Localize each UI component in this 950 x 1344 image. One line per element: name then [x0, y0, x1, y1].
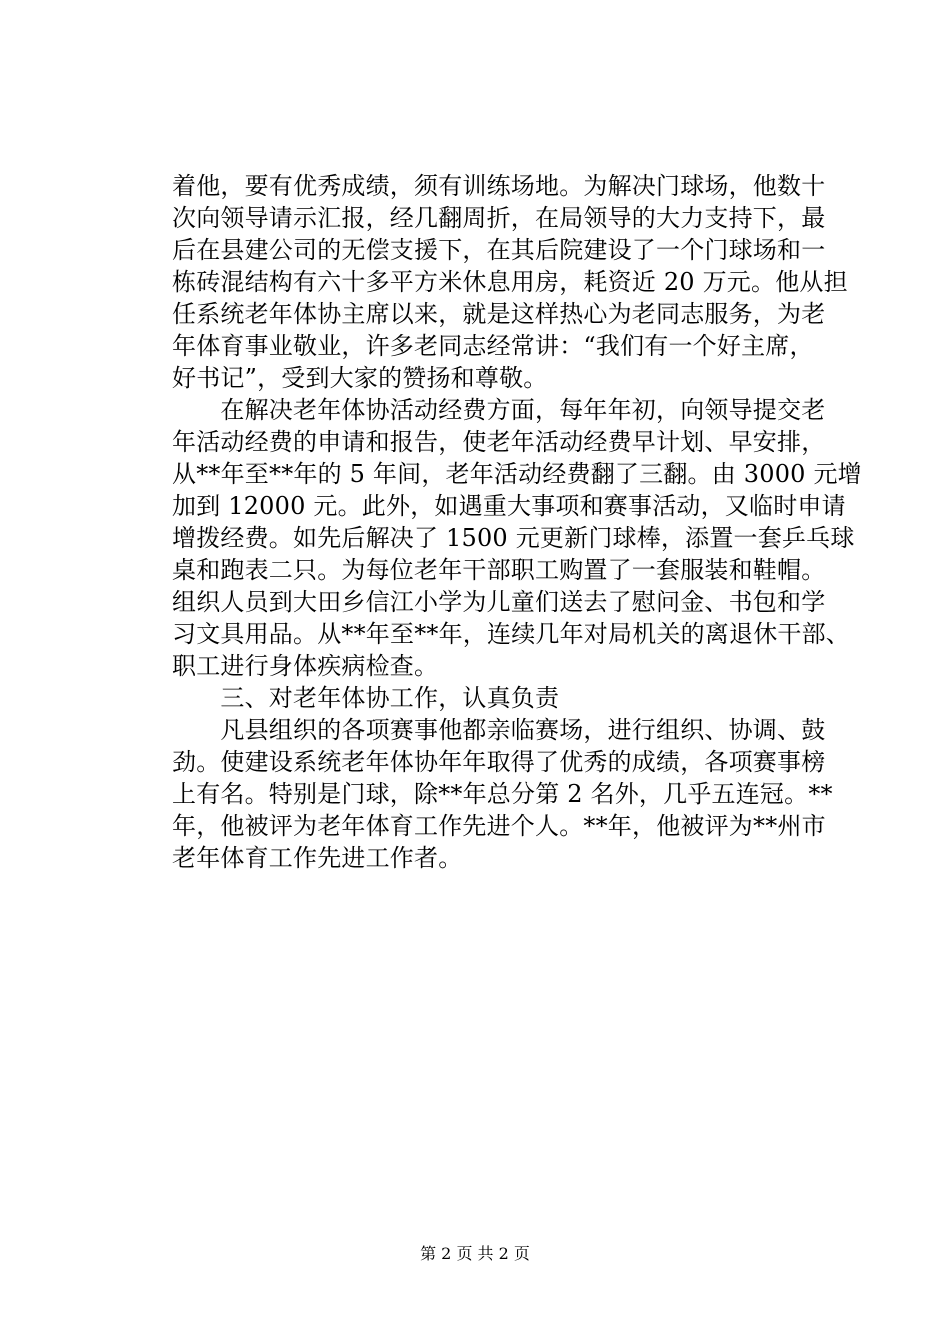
text-line: 增拨经费。如先后解决了 1500 元更新门球棒，添置一套乒乓球: [172, 524, 855, 552]
document-body: [172, 170, 862, 874]
text-line: 加到 12000 元。此外，如遇重大事项和赛事活动，又临时申请: [172, 492, 846, 520]
text-line: 老年体育工作先进工作者。: [172, 844, 463, 872]
text-line: 上有名。特别是门球，除**年总分第 2 名外，几乎五连冠。**: [172, 780, 833, 808]
text-line: 次向领导请示汇报，经几翻周折，在局领导的大力支持下，最: [172, 204, 826, 232]
text-line: 凡县组织的各项赛事他都亲临赛场，进行组织、协调、鼓: [172, 716, 826, 744]
text-line: 好书记”，受到大家的赞扬和尊敬。: [172, 364, 548, 392]
text-line: 栋砖混结构有六十多平方米休息用房，耗资近 20 万元。他从担: [172, 268, 848, 296]
text-line: 习文具用品。从**年至**年，连续几年对局机关的离退休干部、: [172, 620, 850, 648]
text-line: 年活动经费的申请和报告，使老年活动经费早计划、早安排，: [172, 428, 826, 456]
text-line: 后在县建公司的无偿支援下，在其后院建设了一个门球场和一: [172, 236, 826, 264]
text-line: 从**年至**年的 5 年间，老年活动经费翻了三翻。由 3000 元增: [172, 460, 862, 488]
section-heading: 三、对老年体协工作，认真负责: [172, 684, 560, 712]
text-line: 职工进行身体疾病检查。: [172, 652, 439, 680]
text-line: 着他，要有优秀成绩，须有训练场地。为解决门球场，他数十: [172, 172, 826, 200]
text-line: 年，他被评为老年体育工作先进个人。**年，他被评为**州市: [172, 812, 826, 840]
text-line: 任系统老年体协主席以来，就是这样热心为老同志服务，为老: [172, 300, 826, 328]
text-line: 年体育事业敬业，许多老同志经常讲：“我们有一个好主席，: [172, 332, 814, 360]
text-line: 劲。使建设系统老年体协年年取得了优秀的成绩，各项赛事榜: [172, 748, 826, 776]
page-footer: [0, 1244, 950, 1264]
text-line: 桌和跑表二只。为每位老年干部职工购置了一套服装和鞋帽。: [172, 556, 826, 584]
text-line: 在解决老年体协活动经费方面，每年年初，向领导提交老: [172, 396, 826, 424]
page-number-label: 第 2 页 共 2 页: [420, 1244, 530, 1263]
text-line: 组织人员到大田乡信江小学为儿童们送去了慰问金、书包和学: [172, 588, 826, 616]
